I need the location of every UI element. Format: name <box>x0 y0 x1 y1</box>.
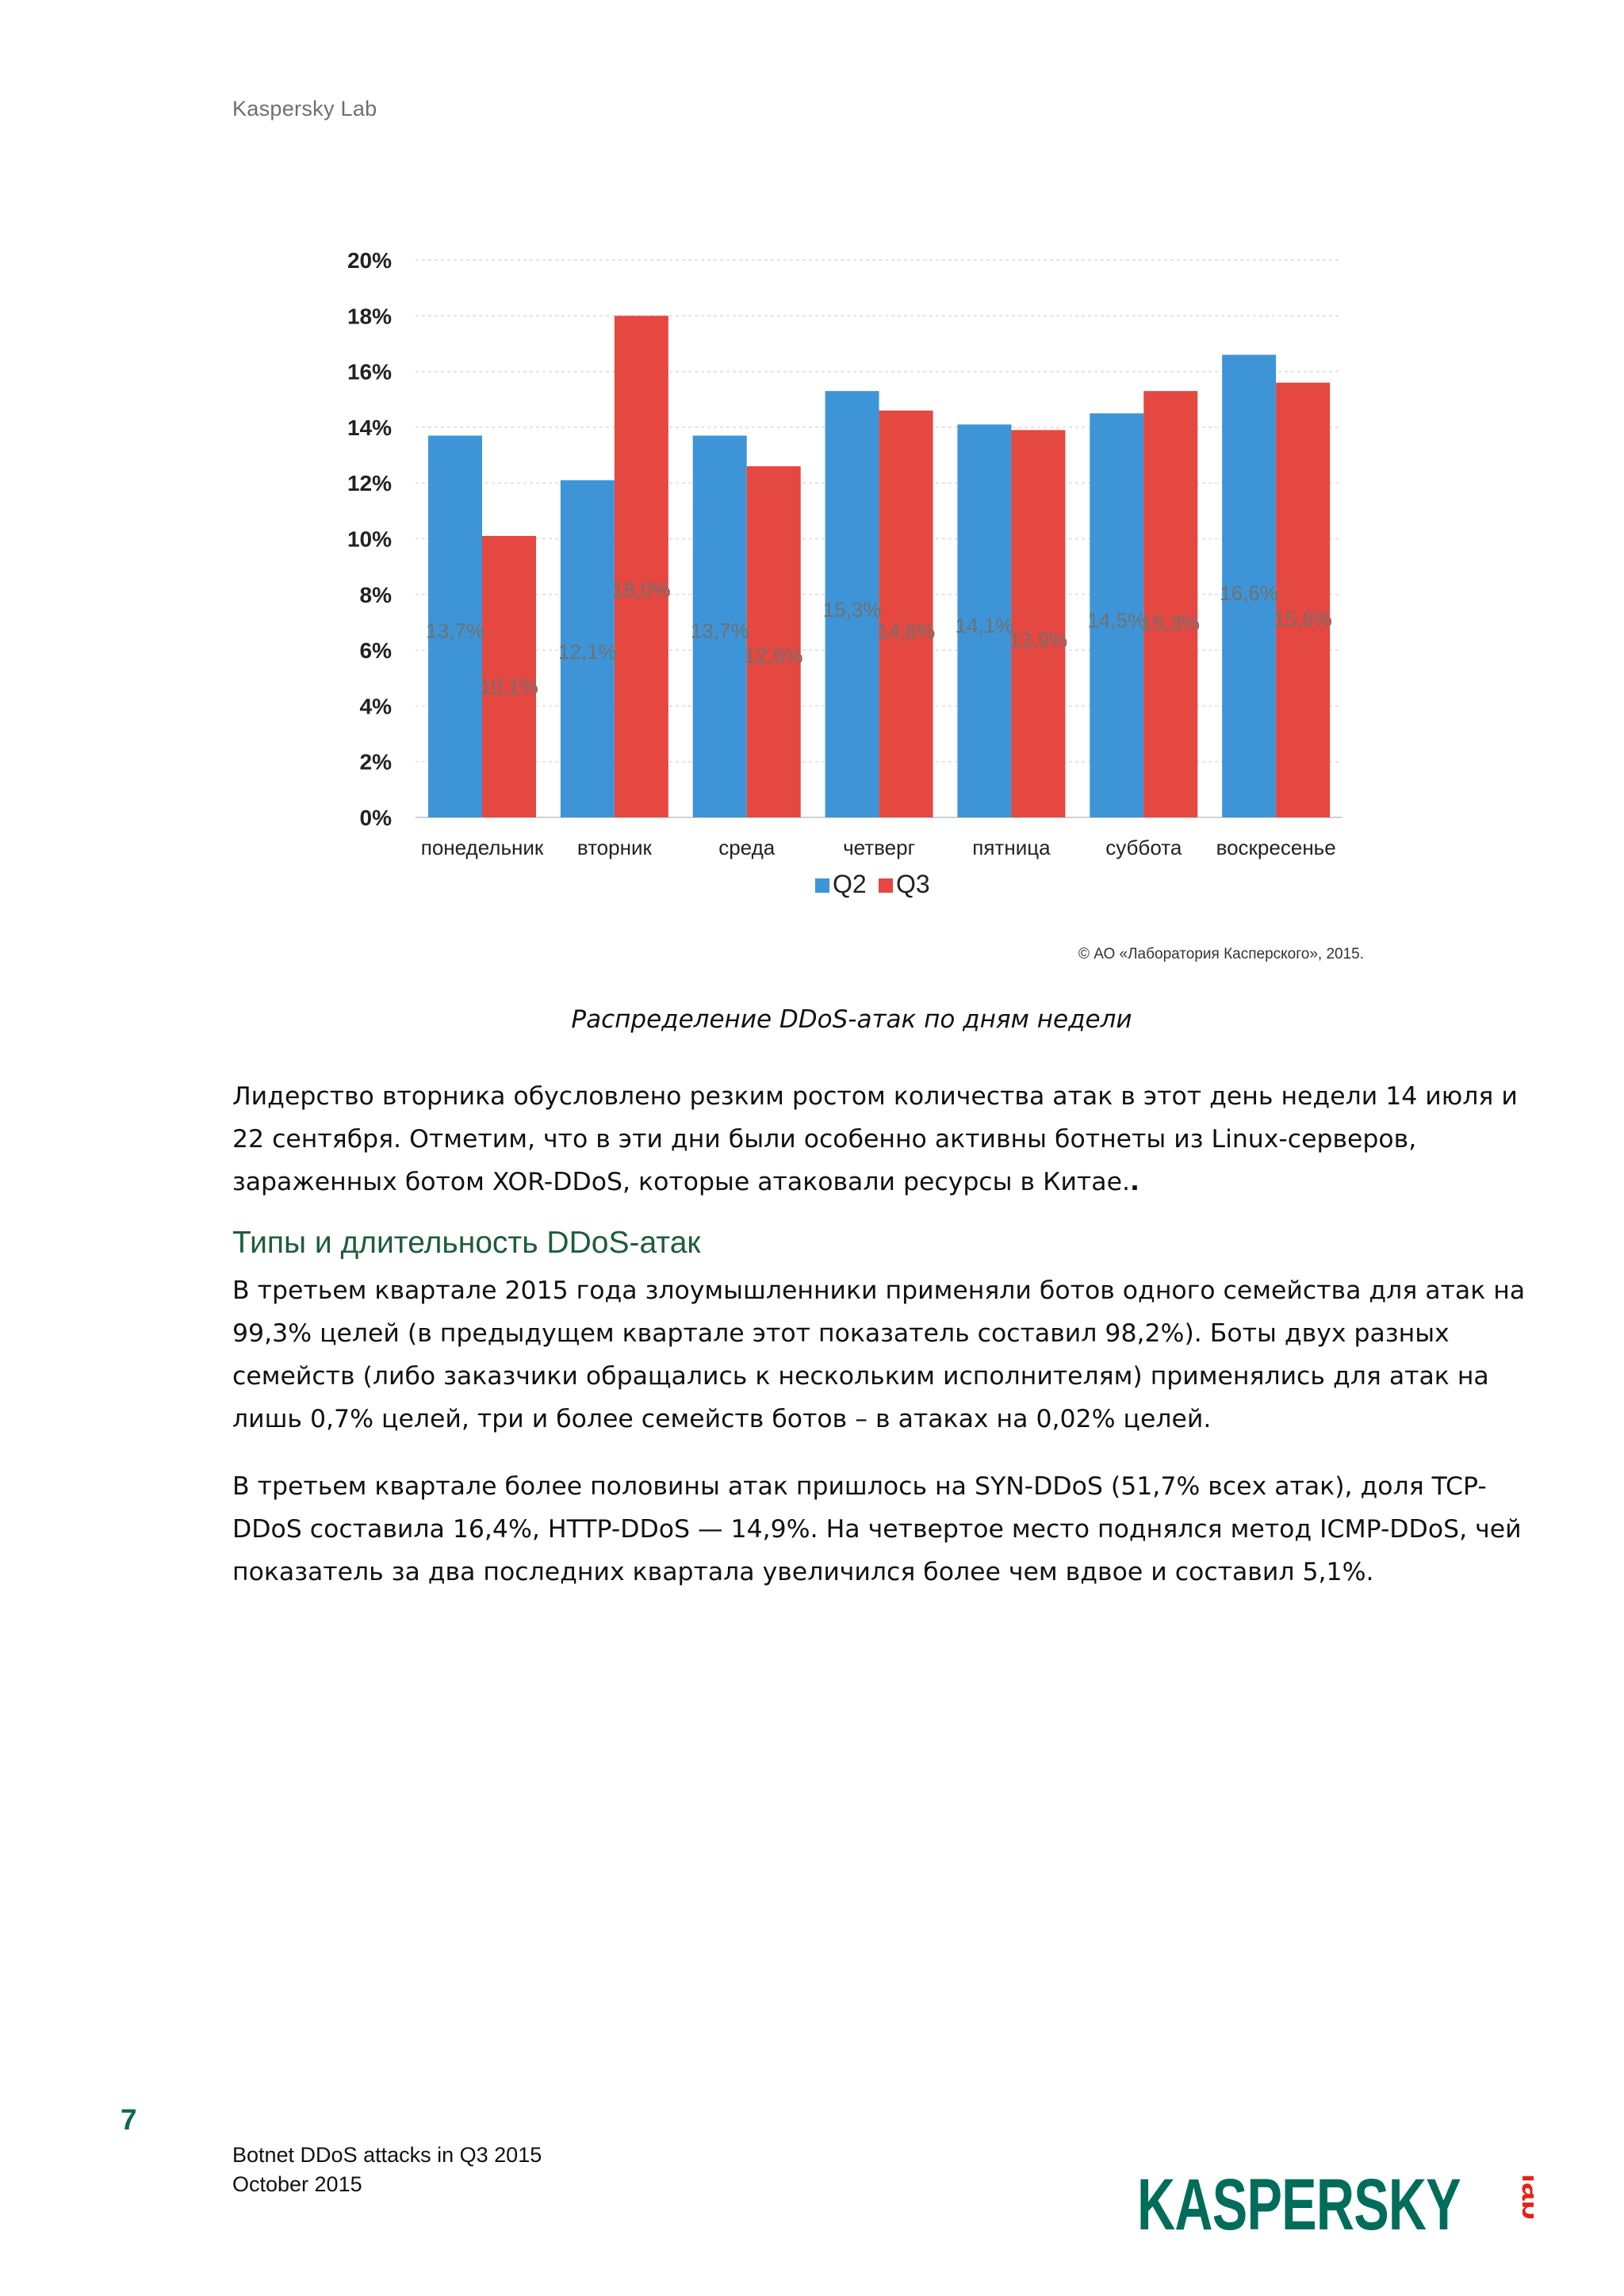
bar-q3 <box>1011 430 1065 817</box>
bar-q3 <box>879 411 933 817</box>
legend-label-q3: Q3 <box>896 870 930 898</box>
bar-q3 <box>744 466 803 817</box>
page-number: 7 <box>121 2103 137 2136</box>
data-label-q3: 15,3% <box>1141 610 1201 635</box>
y-tick-label: 4% <box>359 694 392 719</box>
paragraph-line: В третьем квартале более половины атак пришлось на SYN-DDoS (51,7% всех атак), доля TCP- <box>232 1472 1487 1501</box>
logo-wordmark: KASPERSKY <box>1137 2164 1461 2239</box>
y-tick-label: 14% <box>347 415 392 440</box>
header-company: Kaspersky Lab <box>232 97 377 121</box>
paragraph-line: DDoS составила 16,4%, HTTP-DDoS — 14,9%. На четвертое место поднялся метод ICMP-DDoS, чей <box>232 1515 1522 1544</box>
bar-q3 <box>1143 391 1197 817</box>
y-tick-label: 8% <box>359 582 392 607</box>
x-category-label: понедельник <box>420 836 544 859</box>
y-tick-label: 16% <box>347 359 392 385</box>
data-label-q2: 15,3% <box>822 598 882 622</box>
kaspersky-lab-logo <box>1137 2163 1534 2239</box>
x-category-label: среда <box>718 836 776 859</box>
legend-swatch-q2 <box>815 878 829 893</box>
figure-caption: Распределение DDoS-атак по дням недели <box>571 1005 1132 1034</box>
y-tick-label: 0% <box>359 806 392 830</box>
bar-q3 <box>1274 383 1333 817</box>
chart-svg <box>327 230 1389 975</box>
footer-title: Botnet DDoS attacks in Q3 2015 <box>232 2143 542 2167</box>
paragraph-attack-types <box>232 1465 1522 1594</box>
data-label-q2: 13,7% <box>690 618 749 643</box>
paragraph-line <box>232 1161 1501 1203</box>
y-tick-label: 10% <box>347 526 392 552</box>
y-tick-label: 12% <box>347 471 392 496</box>
paragraph-line: 22 сентября. Отметим, что в эти дни были особенно активны ботнеты из Linux-серверов, <box>232 1125 1417 1154</box>
paragraph-line: показатель за два последних квартала увеличился более чем вдвое и составил 5,1%. <box>232 1558 1374 1586</box>
data-label-q2: 16,6% <box>1220 580 1279 605</box>
data-label-q3: 12,6% <box>744 644 803 668</box>
data-label-q3: 15,6% <box>1274 607 1333 631</box>
data-label-q2: 13,7% <box>426 618 485 643</box>
data-label-q3: 18,0% <box>611 577 671 602</box>
data-label-q3: 13,9% <box>1009 628 1068 652</box>
logo-lab-text: lab <box>1515 2174 1534 2220</box>
x-category-label: четверг <box>843 836 916 859</box>
footer-info <box>232 2141 542 2199</box>
paragraph-line: лишь 0,7% целей, три и более семейств ботов – в атаках на 0,02% целей. <box>232 1405 1212 1433</box>
section-heading: Типы и длительность DDoS-атак <box>232 1226 701 1260</box>
paragraph-line: Лидерство вторника обусловлено резким ростом количества атак в этот день недели 14 июля и <box>232 1082 1518 1111</box>
legend-label-q2: Q2 <box>833 870 867 898</box>
paragraph-tuesday-leadership <box>232 1075 1518 1203</box>
y-tick-label: 2% <box>359 749 392 775</box>
paragraph-bot-families <box>232 1269 1526 1441</box>
y-tick-label: 18% <box>347 304 392 329</box>
y-tick-label: 6% <box>359 638 392 664</box>
paragraph-line-text: зараженных ботом XOR-DDoS, которые атаковали ресурсы в Китае. <box>232 1168 1130 1196</box>
x-category-label: пятница <box>972 836 1051 859</box>
paragraph-line: семейств (либо заказчики обращались к нескольким исполнителям) применялись для атак на <box>232 1362 1489 1391</box>
x-category-label: суббота <box>1105 836 1182 859</box>
ddos-weekday-chart <box>327 230 1389 975</box>
footer-date: October 2015 <box>232 2172 362 2196</box>
paragraph-line: 99,3% целей (в предыдущем квартале этот показатель составил 98,2%). Боты двух разных <box>232 1319 1450 1348</box>
bar-q3 <box>615 316 668 817</box>
data-label-q2: 12,1% <box>557 640 617 664</box>
data-label-q3: 10,1% <box>480 674 538 698</box>
legend-swatch-q3 <box>879 878 893 893</box>
data-label-q2: 14,1% <box>955 614 1014 638</box>
x-category-label: воскресенье <box>1216 836 1336 859</box>
chart-copyright: © АО «Лаборатория Касперского», 2015. <box>1078 946 1364 962</box>
y-tick-label: 20% <box>347 248 392 273</box>
paragraph-line: В третьем квартале 2015 года злоумышленники применяли ботов одного семейства для атак на <box>232 1276 1526 1305</box>
data-label-q3: 14,6% <box>876 619 936 644</box>
bold-period: . <box>1129 1168 1139 1196</box>
x-category-label: вторник <box>576 836 652 859</box>
data-label-q2: 14,5% <box>1087 608 1147 633</box>
kaspersky-logo-svg <box>1137 2163 1534 2239</box>
